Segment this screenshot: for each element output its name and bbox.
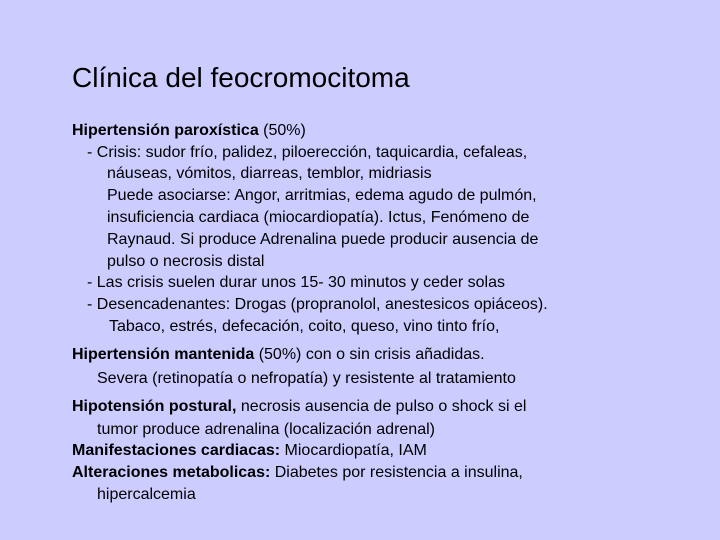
slide-title: Clínica del feocromocitoma <box>72 62 410 93</box>
text-line: - Las crisis suelen durar unos 15- 30 minutos y ceder solas <box>87 274 505 291</box>
heading-rest: Diabetes por resistencia a insulina, <box>270 464 523 481</box>
section-cardiac-heading <box>72 441 427 461</box>
text-line: Puede asociarse: Angor, arritmias, edema agudo de pulmón, <box>107 187 537 204</box>
section-metabolic-heading <box>72 463 523 483</box>
section-postural-heading <box>72 397 526 417</box>
heading-rest: Miocardiopatía, IAM <box>280 442 427 459</box>
heading-bold: Hipertensión paroxística <box>72 122 259 139</box>
text-line: hipercalcemia <box>97 486 196 503</box>
text-line: náuseas, vómitos, diarreas, temblor, midriasis <box>107 165 432 182</box>
heading-rest: necrosis ausencia de pulso o shock si el <box>236 398 527 415</box>
text-line: - Desencadenantes: Drogas (propranolol, anestesicos opiáceos). <box>87 296 548 313</box>
heading-bold: Alteraciones metabolicas: <box>72 464 271 481</box>
heading-bold: Hipotensión postural, <box>72 398 237 415</box>
section-sustained-heading <box>72 345 485 365</box>
text-line: Tabaco, estrés, defecación, coito, queso, vino tinto frío, <box>109 318 500 335</box>
text-line: - Crisis: sudor frío, palidez, piloerección, taquicardia, cefaleas, <box>87 144 528 161</box>
text-line: Raynaud. Si produce Adrenalina puede producir ausencia de <box>107 231 539 248</box>
heading-rest: (50%) <box>258 122 306 139</box>
text-line: insuficiencia cardiaca (miocardiopatía). Ictus, Fenómeno de <box>107 209 530 226</box>
text-line: Severa (retinopatía o nefropatía) y resistente al tratamiento <box>97 370 516 387</box>
heading-bold: Hipertensión mantenida <box>72 346 255 363</box>
heading-bold: Manifestaciones cardiacas: <box>72 442 281 459</box>
text-line: tumor produce adrenalina (localización adrenal) <box>97 421 435 438</box>
heading-rest: (50%) con o sin crisis añadidas. <box>254 346 485 363</box>
section-paroxystic-heading <box>72 121 306 141</box>
text-line: pulso o necrosis distal <box>107 253 265 270</box>
